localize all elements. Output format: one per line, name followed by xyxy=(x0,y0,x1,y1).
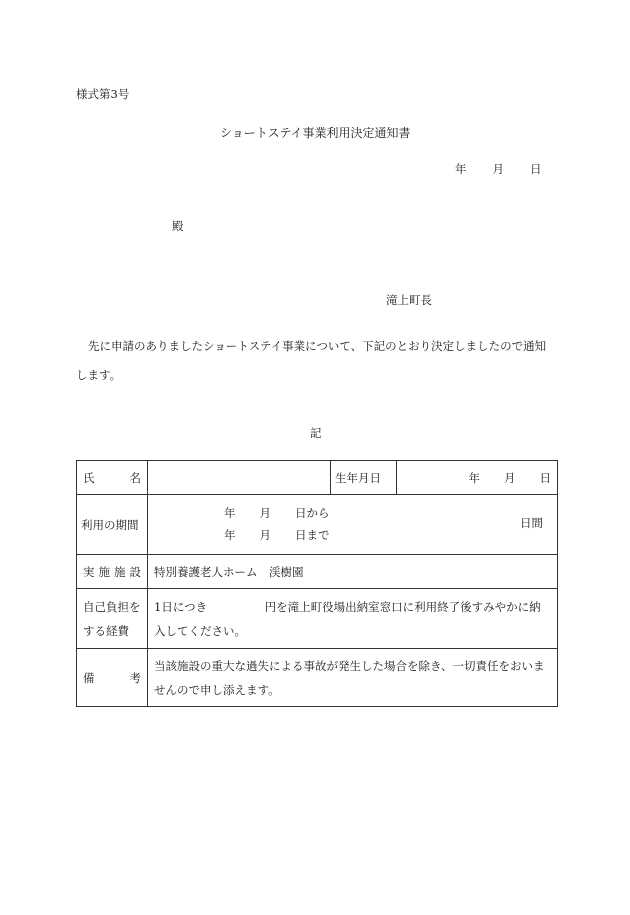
ki-heading: 記 xyxy=(310,426,322,440)
issue-date-year: 年 xyxy=(455,162,467,176)
birth-year: 年 xyxy=(468,470,480,485)
issue-date-day: 日 xyxy=(530,162,542,176)
row-facility xyxy=(77,555,558,589)
issue-date-month: 月 xyxy=(492,162,504,176)
details-table xyxy=(76,460,558,707)
cost-line-2: 入してください。 xyxy=(154,623,246,638)
row-period xyxy=(77,495,558,555)
row-name xyxy=(77,461,558,495)
issue-date xyxy=(455,161,542,177)
period-from: 年 月 日から xyxy=(224,505,330,520)
remarks-line-2: せんので申し添えます。 xyxy=(154,682,280,697)
period-value xyxy=(148,495,558,555)
form-number: 様式第3号 xyxy=(76,87,130,101)
remarks-value xyxy=(148,649,558,707)
addressee-suffix: 殿 xyxy=(172,219,184,233)
birth-month: 月 xyxy=(504,470,516,485)
birthdate-label: 生年月日 xyxy=(331,461,397,495)
facility-value: 特別養護老人ホーム 渓樹園 xyxy=(148,555,558,589)
name-label: 氏 名 xyxy=(77,461,148,495)
period-to: 年 月 日まで xyxy=(224,527,330,542)
birthdate-value xyxy=(397,461,558,495)
period-label: 利用の期間 xyxy=(77,495,148,555)
period-days: 日間 xyxy=(520,515,543,530)
cost-label: 自己負担を する経費 xyxy=(77,589,148,649)
notification-body: 先に申請のありましたショートステイ事業について、下記のとおり決定しましたので通知します。 xyxy=(76,339,547,382)
remarks-line-1: 当該施設の重大な過失による事故が発生した場合を除き、一切責任をおいま xyxy=(154,658,545,673)
issuer-name: 滝上町長 xyxy=(386,293,432,307)
birth-day: 日 xyxy=(539,470,551,485)
remarks-label: 備 考 xyxy=(77,649,148,707)
row-cost xyxy=(77,589,558,649)
row-remarks xyxy=(77,649,558,707)
cost-value xyxy=(148,589,558,649)
facility-label: 実 施 施 設 xyxy=(77,555,148,589)
document-title: ショートステイ事業利用決定通知書 xyxy=(220,126,411,140)
name-value xyxy=(148,461,331,495)
cost-line-1: 1日につき 円を滝上町役場出納室窓口に利用終了後すみやかに納 xyxy=(154,599,541,614)
